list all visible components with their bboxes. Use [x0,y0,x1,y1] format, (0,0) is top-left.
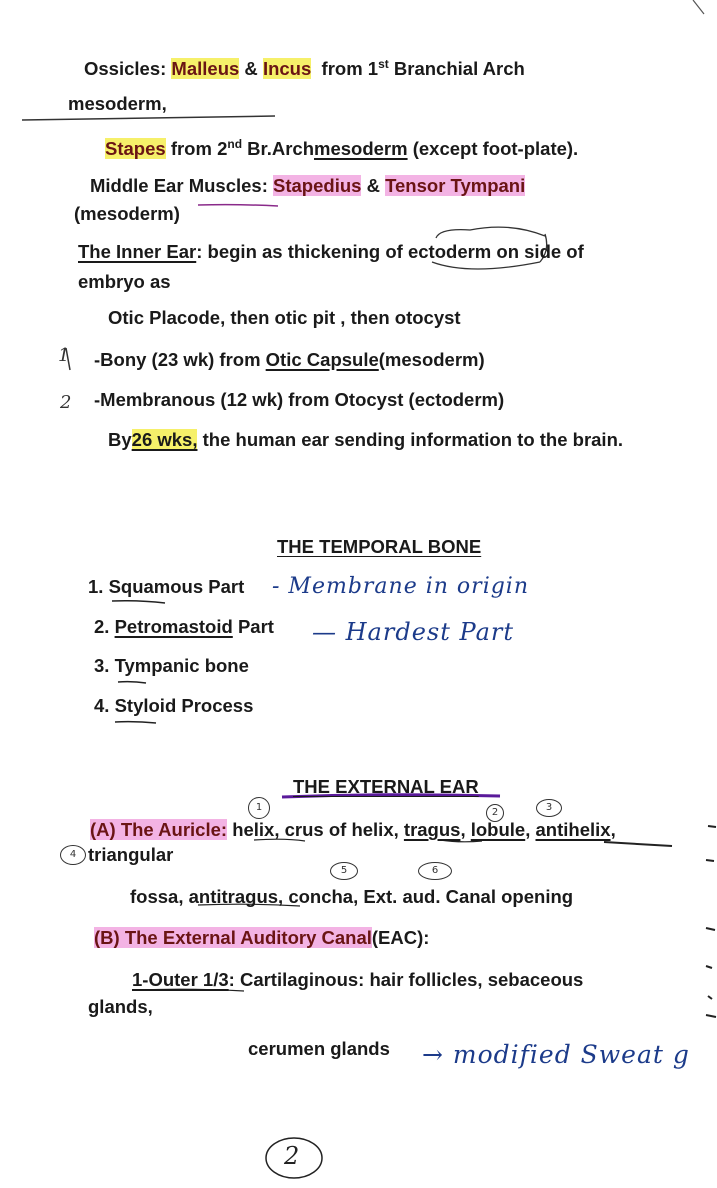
concha: , concha, Ext. aud. Canal opening [278,886,574,907]
fossa: fossa, [130,886,184,907]
stapes-rest: (except foot-plate). [412,138,579,160]
middle-ear: Middle Ear [90,175,184,196]
tragus: tragus [403,819,461,840]
from-first: from 1 [321,58,379,80]
inner-ear-desc: : begin as thickening of [196,241,403,262]
page-number: 2 [284,1142,301,1170]
by-rest: the human ear sending information to the brain. [202,429,624,450]
membranous-line: -Membranous (12 wk) from Otocyst (ectoderm) [94,389,505,410]
lobule: lobule [470,819,526,840]
num-1-mark: 1 [58,345,71,366]
temporal-item-1 [88,575,244,599]
branchial-arch: Branchial Arch [393,58,525,80]
item-text: Squamous [108,576,204,597]
circled-6: 6 [418,862,452,880]
circled-4: 4 [60,845,86,865]
circled-3: 3 [536,799,562,817]
item-text: Petromastoid [114,616,233,637]
circled-5: 5 [330,862,358,880]
malleus: Malleus [171,58,240,80]
stapes-line [105,132,578,161]
item-rest: Part [237,616,274,637]
muscles-mesoderm: (mesoderm) [74,203,180,224]
amp2: & [366,175,380,196]
cerumen: cerumen glands [248,1038,390,1059]
st-sup: st [378,57,389,71]
item-rest: bone [204,655,249,676]
muscles-label: Muscles: [188,175,268,196]
eac-label: (B) The External Auditory Canal [94,927,372,948]
external-heading: THE EXTERNAL EAR [293,776,479,797]
temporal-item-2 [94,615,274,639]
by-26-line [108,428,623,452]
antitragus: antitragus [188,886,279,907]
tensor-tympani: Tensor Tympani [385,175,526,196]
item-text: Tympanic [114,655,200,676]
ossicles-mesoderm: mesoderm, [68,93,167,114]
ossicles-line [84,52,525,81]
temporal-item-4 [94,694,253,718]
note-modified-sweat: → modified Sweat g [422,1040,690,1069]
stapedius: Stapedius [273,175,362,196]
amp: & [244,58,258,80]
item-rest: Part [208,576,245,597]
by: By [108,429,132,450]
bony-line [94,348,485,372]
circled-1: 1 [248,797,270,819]
bony: -Bony (23 wk) from [94,349,261,370]
incus: Incus [262,58,312,80]
inner-ear-desc-b: on side of [496,241,584,262]
ossicles-label: Ossicles: [84,58,167,80]
note-hardest: — Hardest Part [312,618,514,646]
inner-ear-title: The Inner Ear [78,241,197,262]
item-num: 4. [94,695,110,716]
br-arch: Br.Arch [247,138,314,160]
item-rest: Process [181,695,254,716]
circled-2: 2 [486,804,504,822]
stapes: Stapes [105,138,166,160]
auricle-line: (A) The Auricle: helix, crus of helix, tragus, lobule, antihelix, [90,819,616,840]
item-num: 3. [94,655,110,676]
nd-sup: nd [227,137,243,151]
temporal-heading: THE TEMPORAL BONE [277,536,482,557]
inner-ear-line [78,240,584,264]
26-wks: 26 wks, [131,429,198,450]
fossa-line [130,885,573,909]
eac-line [94,926,429,950]
glands: glands, [88,996,153,1017]
eac-abbr: (EAC): [371,927,430,948]
helix: helix [232,819,275,840]
stapes-mesoderm: mesoderm [314,138,408,160]
bony-meso: (mesoderm) [378,349,485,370]
outer-third: 1-Outer 1/3 [132,969,229,990]
item-num: 2. [94,616,110,637]
muscles-line [90,174,525,198]
comma: , [610,819,616,840]
otic-capsule: Otic Capsule [265,349,379,370]
crus: , crus of helix, [274,819,399,840]
num-2-mark: 2 [60,392,73,413]
item-text: Styloid [114,695,177,716]
auricle-label: (A) The Auricle: [90,819,228,840]
stapes-from: from 2 [170,138,228,160]
outer-rest: : Cartilaginous: hair follicles, sebaceous [228,969,584,990]
antihelix: antihelix [535,819,611,840]
triangular: triangular [88,844,174,865]
note-membrane: - Membrane in origin [272,574,530,599]
otic-placode: Otic Placode, then otic pit , then otocyst [108,307,461,328]
outer-third-line [132,968,583,992]
temporal-item-3 [94,654,249,678]
embryo-as: embryo as [78,271,171,292]
ectoderm: ectoderm [407,241,492,262]
item-num: 1. [88,576,104,597]
